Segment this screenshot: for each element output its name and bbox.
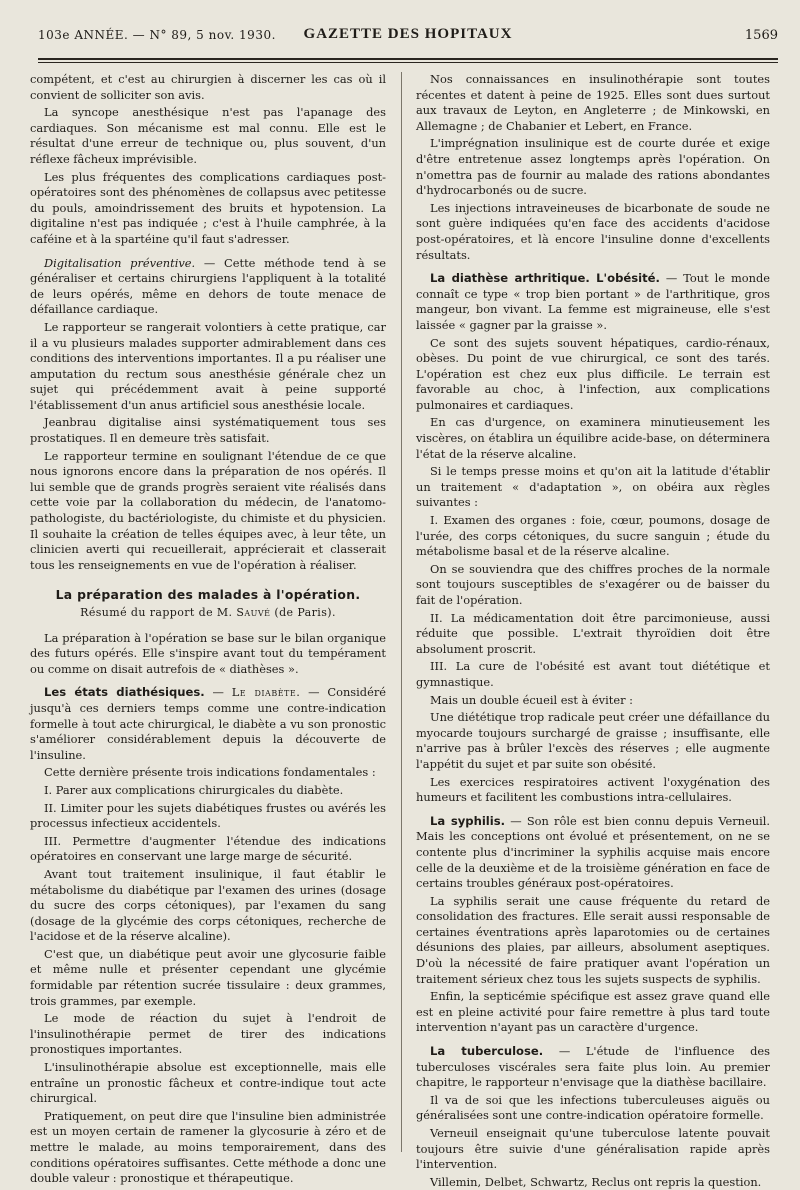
paragraph-body: — Son rôle est bien connu depuis Verneuil. Mais les conceptions ont évolué et présentement, on ne se contente plus d'incriminer la syphilis acquise mais encore celle de la deuxième et de la troisième génération en face de certains troubles généraux post-opératoires. (416, 813, 770, 891)
page-header (38, 22, 778, 52)
paragraph-lead: La syphilis. (430, 813, 506, 828)
paragraph: L'insulinothérapie absolue est exceptionnelle, mais elle entraîne un pronostic fâcheux et contre-indique tout acte chirurgical. (30, 1060, 386, 1106)
paragraph: Nos connaissances en insulinothérapie sont toutes récentes et datent à peine de 1925. Elles sont dues surtout aux travaux de Leyton, en Angleterre ; de Minkowski, en Allemagne ; de Chabanier et Lebert, en France. (416, 72, 770, 133)
paragraph: Si le temps presse moins et qu'on ait la latitude d'établir un traitement « d'adaptation », on obéira aux règles suivantes : (416, 464, 770, 510)
paragraph (416, 271, 770, 333)
paragraph-lead: Digitalisation préventive. (44, 255, 196, 270)
paragraph: La préparation à l'opération se base sur le bilan organique des futurs opérés. Elle s'inspire avant tout du tempérament ou comme on disait autrefois de « diathèses ». (30, 630, 386, 676)
paragraph: Verneuil enseignait qu'une tuberculose latente pouvait toujours être suivie d'une généralisation rapide après l'intervention. (416, 1126, 770, 1172)
paragraph: Le rapporteur termine en soulignant l'étendue de ce que nous ignorons encore dans la préparation de nos opérés. Il lui semble que de grands progrès seraient vite réalisés dans cette voie par la collaboration du médecin, de l'anatomo-pathologiste, du bactériologiste, du chimiste et du physicien. Il souhaite la création de telles équipes avec, à leur tête, un clinicien averti qui recueillerait, apprécierait et classerait tous les renseignements en vue de l'opération à réaliser. (30, 448, 386, 572)
right-column (416, 72, 770, 1189)
subtitle-prefix: Résumé du rapport de M. (80, 606, 237, 619)
paragraph: Le mode de réaction du sujet à l'endroit de l'insulinothérapie permet de tirer des indications pronostiques importantes. (30, 1011, 386, 1057)
paragraph: Pratiquement, on peut dire que l'insuline bien administrée est un moyen certain de ramener la glycosurie à zéro et de mettre le malade, au moins temporairement, dans des conditions opératoires suffisantes. Cette méthode a donc une double valeur : pronostique et thérapeutique. (30, 1108, 386, 1186)
paragraph (416, 814, 770, 892)
paragraph: Villemin, Delbet, Schwartz, Reclus ont repris la question. (430, 1174, 762, 1189)
paragraph: Les exercices respiratoires activent l'oxygénation des humeurs et facilitent les combustions intra-cellulaires. (416, 774, 770, 805)
subtitle-suffix: (de Paris). (270, 606, 336, 619)
paragraph-lead: La diathèse arthritique. L'obésité. (430, 271, 660, 286)
paragraph: compétent, et c'est au chirurgien à discerner les cas où il convient de solliciter son avis. (30, 72, 386, 102)
list-item: I. Parer aux complications chirurgicales du diabète. (44, 782, 344, 797)
paragraph (30, 256, 386, 318)
left-column (30, 72, 387, 1186)
paragraph: En cas d'urgence, on examinera minutieusement les viscères, on établira un équilibre acide-base, on déterminera l'état de la réserve alcaline. (416, 415, 770, 461)
paragraph: Les injections intraveineuses de bicarbonate de soude ne sont guère indiquées qu'en face des accidents d'acidose post-opératoires, et là encore l'insuline donne d'excellents résultats. (416, 200, 770, 262)
paragraph: Les états diathésiques. — Le diabète. — Considéré jusqu'à ces derniers temps comme une contre-indication formelle à tout acte chirurgical, le diabète a vu son pronostic s'améliorer considérablement depuis la découverte de l'insuline. (30, 685, 387, 762)
paragraph: Jeanbrau digitalise ainsi systématiquement tous ses prostatiques. Il en demeure très satisfait. (30, 415, 386, 446)
paragraph (416, 1044, 770, 1091)
paragraph: Une diététique trop radicale peut créer une défaillance du myocarde toujours surchargé de graisse ; insuffisante, elle n'arrive pas à brûler l'excès des réserves ; elle augmente l'appétit du sujet et par suite son obésité. (416, 710, 770, 771)
paragraph-body: — Tout le monde connaît ce type « trop bien portant » de l'arthritique, gros mangeur, bon vivant. La femme est migraineuse, elle s'est laissée « gagner par la graisse ». (416, 271, 770, 332)
paragraph: Mais un double écueil est à éviter : (430, 692, 633, 707)
paragraph: Cette dernière présente trois indications fondamentales : (44, 765, 376, 780)
list-item: III. Permettre d'augmenter l'étendue des indications opératoires en conservant une large marge de sécurité. (30, 833, 386, 864)
paragraph: Il va de soi que les infections tuberculeuses aiguës ou généralisées sont une contre-indication opératoire formelle. (416, 1092, 770, 1123)
paragraph-lead: Les états diathésiques. (44, 685, 205, 700)
column-divider (401, 72, 402, 1152)
paragraph: C'est que, un diabétique peut avoir une glycosurie faible et même nulle et présenter cependant une glycémie formidable par rétention sucrée tissulaire : deux grammes, trois grammes, par exemple. (30, 946, 386, 1008)
list-item: I. Examen des organes : foie, cœur, poumons, dosage de l'urée, des corps cétoniques, du sucre sanguin ; étude du métabolisme basal et de la réserve alcaline. (416, 513, 770, 559)
header-rule-thin (38, 62, 778, 63)
paragraph-lead: La tuberculose. (430, 1044, 544, 1059)
paragraph: On se souviendra que des chiffres proches de la normale sont toujours susceptibles de s'exagérer ou de baisser du fait de l'opération. (416, 561, 770, 607)
page-number: 1569 (744, 28, 778, 43)
journal-title: GAZETTE DES HOPITAUX (303, 26, 513, 42)
section-title: La préparation des malades à l'opération. (55, 587, 361, 603)
paragraph-body: — Considéré jusqu'à ces derniers temps comme une contre-indication formelle à tout acte chirurgical, le diabète a vu son pronostic s'améliorer considérablement depuis la découverte de l'insuline. (30, 685, 387, 762)
author-name: Sauvé (236, 606, 271, 619)
paragraph: Ce sont des sujets souvent hépatiques, cardio-rénaux, obèses. Du point de vue chirurgical, ce sont des tarés. L'opération est chez eux plus difficile. Le terrain est favorable au choc, à l'infection, aux complications pulmonaires et cardiaques. (416, 335, 770, 412)
subsection-label: Le diabète. (231, 685, 301, 700)
list-item: II. La médicamentation doit être parcimonieuse, aussi réduite que possible. L'extrait thyroïdien doit être absolument proscrit. (416, 610, 770, 656)
paragraph: Enfin, la septicémie spécifique est assez grave quand elle est en pleine activité pour faire remettre à plus tard toute intervention n'ayant pas un caractère d'urgence. (416, 989, 770, 1035)
paragraph: Avant tout traitement insulinique, il faut établir le métabolisme du diabétique par l'examen des urines (dosage du sucre des corps cétoniques), par l'examen du sang (dosage de la glycémie des corps cétoniques, recherche de l'acidose et de la réserve alcaline). (30, 866, 386, 944)
paragraph: Le rapporteur se rangerait volontiers à cette pratique, car il a vu plusieurs malades supporter admirablement dans ces conditions des interventions importantes. Il a pu réaliser une amputation du rectum sous anesthésie générale chez un sujet qui précédemment avait à peine supporté l'établissement d'un anus artificiel sous anesthésie locale. (30, 319, 386, 412)
paragraph-body: — Cette méthode tend à se généraliser et certains chirurgiens l'appliquent à la totalité de leurs opérés, même en dehors de toute menace de défaillance cardiaque. (30, 255, 387, 317)
issue-info: 103e ANNÉE. — N° 89, 5 nov. 1930. (38, 28, 276, 42)
paragraph: La syphilis serait une cause fréquente du retard de consolidation des fractures. Elle serait aussi responsable de certaines éventrations après laparotomies ou de certaines désunions des plaies, par ailleurs, absolument aseptiques. D'où la nécessité de faire pratiquer avant l'opération un traitement sérieux chez tous les sujets suspects de syphilis. (416, 893, 770, 986)
list-item: III. La cure de l'obésité est avant tout diététique et gymnastique. (416, 659, 770, 689)
paragraph: La syncope anesthésique n'est pas l'apanage des cardiaques. Son mécanisme est mal connu. Elle est le résultat d'une erreur de technique ou, plus souvent, d'un réflexe fâcheux imprévisible. (30, 105, 386, 166)
list-item: II. Limiter pour les sujets diabétiques frustes ou avérés les processus infectieux accidentels. (30, 800, 386, 831)
paragraph: Les plus fréquentes des complications cardiaques post-opératoires sont des phénomènes de collapsus avec petitesse du pouls, amoindrissement des bruits et hypotension. La digitaline n'est pas indiquée ; c'est à l'huile camphrée, à la caféine et à la spartéine qu'il faut s'adresser. (30, 169, 386, 246)
section-subtitle (30, 605, 386, 621)
header-rule (38, 58, 778, 60)
paragraph-body: — L'étude de l'influence des tuberculoses viscérales sera faite plus loin. Au premier chapitre, le rapporteur n'envisage que la diathèse bacillaire. (416, 1044, 770, 1090)
paragraph: L'imprégnation insulinique est de courte durée et exige d'être entretenue assez longtemps après l'opération. On n'omettra pas de fournir au malade des rations abondantes d'hydrocarbonés ou de sucre. (416, 136, 770, 198)
